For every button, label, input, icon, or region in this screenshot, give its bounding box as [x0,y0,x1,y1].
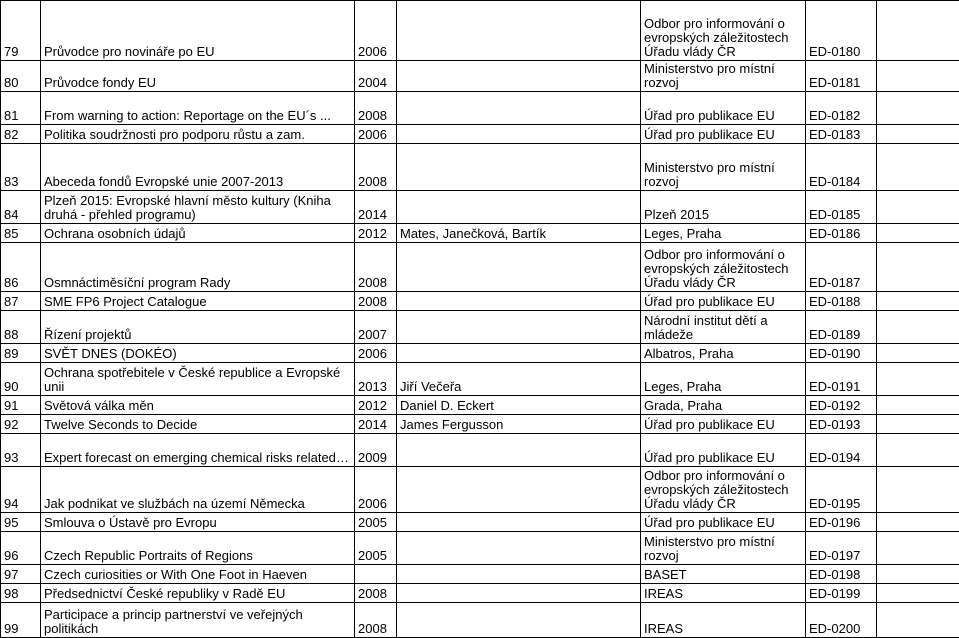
author-cell: Mates, Janečková, Bartík [397,224,641,243]
publisher-cell: Leges, Praha [641,363,806,396]
row-number: 83 [1,144,41,191]
table-row [1,311,959,344]
publisher-cell: Ministerstvo pro místní rozvoj [641,61,806,92]
row-number: 94 [1,467,41,513]
table-row [1,292,959,311]
code-cell: ED-0185 [806,191,877,224]
code-cell: ED-0199 [806,584,877,603]
year-cell: 2006 [355,344,397,363]
author-cell [397,1,641,61]
title-cell: SME FP6 Project Catalogue [41,292,355,311]
table-row [1,467,959,513]
empty-cell [877,415,959,434]
code-cell: ED-0198 [806,565,877,584]
author-cell [397,434,641,467]
row-number: 86 [1,243,41,292]
empty-cell [877,396,959,415]
row-number: 93 [1,434,41,467]
row-number: 95 [1,513,41,532]
table-row [1,224,959,243]
title-cell: Průvodce fondy EU [41,61,355,92]
author-cell [397,603,641,638]
empty-cell [877,513,959,532]
table-row [1,191,959,224]
code-cell: ED-0187 [806,243,877,292]
author-cell [397,292,641,311]
code-cell: ED-0189 [806,311,877,344]
title-cell: Czech curiosities or With One Foot in Haeven [41,565,355,584]
empty-cell [877,603,959,638]
publisher-cell: Národní institut dětí a mládeže [641,311,806,344]
title-cell: Abeceda fondů Evropské unie 2007-2013 [41,144,355,191]
code-cell: ED-0190 [806,344,877,363]
title-cell: Ochrana spotřebitele v České republice a Evropské unii [41,363,355,396]
row-number: 91 [1,396,41,415]
row-number: 99 [1,603,41,638]
empty-cell [877,584,959,603]
title-cell: Ochrana osobních údajů [41,224,355,243]
author-cell [397,144,641,191]
title-cell: Smlouva o Ústavě pro Evropu [41,513,355,532]
publisher-cell: Leges, Praha [641,224,806,243]
table-row [1,1,959,61]
row-number: 97 [1,565,41,584]
author-cell [397,565,641,584]
author-cell [397,344,641,363]
author-cell: Daniel D. Eckert [397,396,641,415]
table-row [1,144,959,191]
table-row [1,125,959,144]
empty-cell [877,344,959,363]
table-row [1,513,959,532]
table-row [1,565,959,584]
year-cell: 2008 [355,243,397,292]
publisher-cell: Úřad pro publikace EU [641,415,806,434]
row-number: 84 [1,191,41,224]
author-cell [397,584,641,603]
table-row [1,363,959,396]
author-cell [397,191,641,224]
year-cell: 2006 [355,125,397,144]
empty-cell [877,243,959,292]
publisher-cell: IREAS [641,584,806,603]
row-number: 89 [1,344,41,363]
year-cell: 2008 [355,292,397,311]
publisher-cell: Grada, Praha [641,396,806,415]
row-number: 90 [1,363,41,396]
year-cell: 2012 [355,396,397,415]
empty-cell [877,292,959,311]
code-cell: ED-0193 [806,415,877,434]
year-cell: 2007 [355,311,397,344]
publisher-cell: Odbor pro informování o evropských záležitostech Úřadu vlády ČR [641,243,806,292]
row-number: 85 [1,224,41,243]
year-cell: 2009 [355,434,397,467]
year-cell: 2014 [355,191,397,224]
year-cell: 2013 [355,363,397,396]
author-cell [397,532,641,565]
year-cell: 2006 [355,467,397,513]
empty-cell [877,191,959,224]
table-row [1,584,959,603]
author-cell [397,61,641,92]
author-cell [397,513,641,532]
code-cell: ED-0183 [806,125,877,144]
title-cell: Jak podnikat ve službách na území Německa [41,467,355,513]
table-row [1,92,959,125]
year-cell: 2005 [355,513,397,532]
publisher-cell: Ministerstvo pro místní rozvoj [641,144,806,191]
table-row [1,532,959,565]
year-cell: 2008 [355,92,397,125]
row-number: 88 [1,311,41,344]
publisher-cell: Úřad pro publikace EU [641,125,806,144]
year-cell [355,565,397,584]
year-cell: 2008 [355,144,397,191]
row-number: 82 [1,125,41,144]
author-cell [397,311,641,344]
code-cell: ED-0186 [806,224,877,243]
author-cell [397,467,641,513]
code-cell: ED-0181 [806,61,877,92]
empty-cell [877,467,959,513]
empty-cell [877,311,959,344]
publisher-cell: IREAS [641,603,806,638]
title-cell: Předsednictví České republiky v Radě EU [41,584,355,603]
year-cell: 2012 [355,224,397,243]
empty-cell [877,92,959,125]
title-cell: SVĚT DNES (DOKÉO) [41,344,355,363]
title-cell: From warning to action: Reportage on the EU´s ... [41,92,355,125]
publisher-cell: Albatros, Praha [641,344,806,363]
title-cell: Expert forecast on emerging chemical risks related… [41,434,355,467]
code-cell: ED-0192 [806,396,877,415]
publisher-cell: Ministerstvo pro místní rozvoj [641,532,806,565]
author-cell [397,125,641,144]
empty-cell [877,144,959,191]
row-number: 96 [1,532,41,565]
title-cell: Průvodce pro novináře po EU [41,1,355,61]
table-row [1,243,959,292]
publisher-cell: Odbor pro informování o evropských záležitostech Úřadu vlády ČR [641,1,806,61]
empty-cell [877,224,959,243]
year-cell: 2008 [355,603,397,638]
title-cell: Czech Republic Portraits of Regions [41,532,355,565]
row-number: 79 [1,1,41,61]
author-cell: Jiří Večeřa [397,363,641,396]
empty-cell [877,125,959,144]
code-cell: ED-0195 [806,467,877,513]
empty-cell [877,434,959,467]
row-number: 80 [1,61,41,92]
row-number: 92 [1,415,41,434]
publisher-cell: BASET [641,565,806,584]
code-cell: ED-0196 [806,513,877,532]
publisher-cell: Úřad pro publikace EU [641,513,806,532]
author-cell: James Fergusson [397,415,641,434]
author-cell [397,92,641,125]
code-cell: ED-0191 [806,363,877,396]
code-cell: ED-0182 [806,92,877,125]
publisher-cell: Úřad pro publikace EU [641,292,806,311]
year-cell: 2006 [355,1,397,61]
empty-cell [877,532,959,565]
year-cell: 2008 [355,584,397,603]
title-cell: Osmnáctiměsíční program Rady [41,243,355,292]
table-row [1,61,959,92]
code-cell: ED-0200 [806,603,877,638]
table-row [1,344,959,363]
title-cell: Twelve Seconds to Decide [41,415,355,434]
table-row [1,603,959,638]
code-cell: ED-0180 [806,1,877,61]
author-cell [397,243,641,292]
code-cell: ED-0197 [806,532,877,565]
publisher-cell: Úřad pro publikace EU [641,92,806,125]
title-cell: Řízení projektů [41,311,355,344]
title-cell: Světová válka měn [41,396,355,415]
year-cell: 2005 [355,532,397,565]
title-cell: Plzeň 2015: Evropské hlavní město kultury (Kniha druhá - přehled programu) [41,191,355,224]
empty-cell [877,1,959,61]
publisher-cell: Úřad pro publikace EU [641,434,806,467]
code-cell: ED-0184 [806,144,877,191]
table-row [1,396,959,415]
title-cell: Participace a princip partnerství ve veřejných politikách [41,603,355,638]
publisher-cell: Plzeň 2015 [641,191,806,224]
empty-cell [877,363,959,396]
title-cell: Politika soudržnosti pro podporu růstu a zam. [41,125,355,144]
row-number: 87 [1,292,41,311]
table-row [1,415,959,434]
empty-cell [877,565,959,584]
code-cell: ED-0194 [806,434,877,467]
row-number: 98 [1,584,41,603]
table-row [1,434,959,467]
empty-cell [877,61,959,92]
year-cell: 2014 [355,415,397,434]
publisher-cell: Odbor pro informování o evropských záležitostech Úřadu vlády ČR [641,467,806,513]
year-cell: 2004 [355,61,397,92]
code-cell: ED-0188 [806,292,877,311]
row-number: 81 [1,92,41,125]
